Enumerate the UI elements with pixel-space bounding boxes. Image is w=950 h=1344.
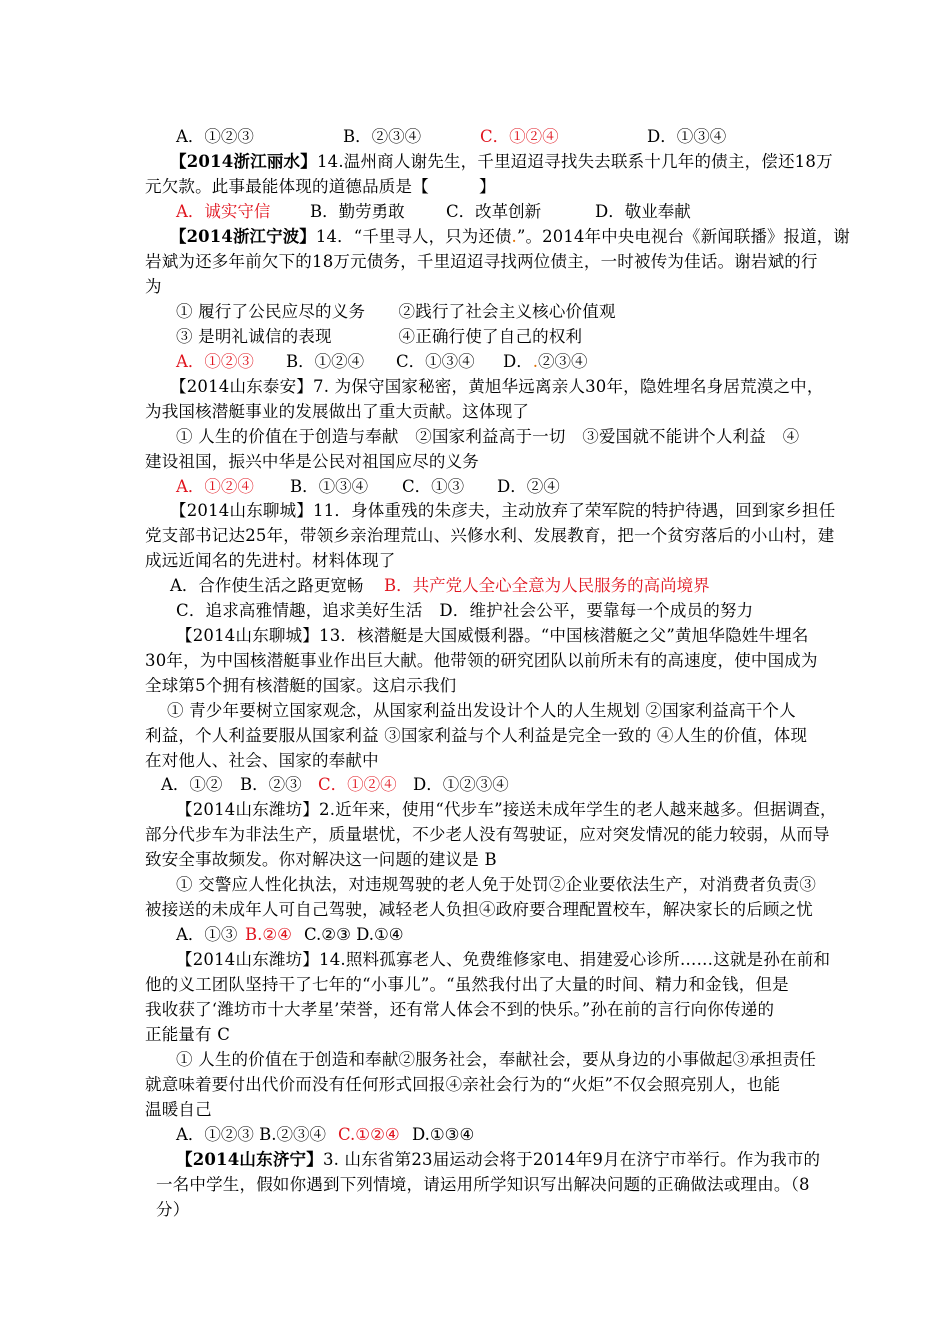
question-line: 党支部书记达25年，带领乡亲治理荒山、兴修水利、发展教育，把一个贫穷落后的小山村，建 <box>145 526 835 545</box>
option-d: D．①③④ <box>647 127 727 146</box>
question-source: 【2014浙江丽水】 <box>170 152 317 171</box>
question-line: 元欠款。此事最能体现的道德品质是【 】 <box>145 177 496 196</box>
question-line: 正能量有 C <box>145 1025 231 1044</box>
question-source: 【2014浙江宁波】 <box>170 227 316 246</box>
option-c: C．①③ <box>402 477 465 496</box>
option-d: D．②④ <box>497 477 560 496</box>
option-a-answer: A．①②④ <box>176 477 254 496</box>
statement-line: ① 履行了公民应尽的义务 ②践行了社会主义核心价值观 <box>176 302 616 321</box>
statement-line: ① 青少年要树立国家观念，从国家利益出发设计个人的人生规划 ②国家利益高干个人 <box>167 701 796 720</box>
option-b-answer: B.②④ <box>245 925 292 944</box>
option-cd: C．追求高雅情趣，追求美好生活 D．维护社会公平，要靠每一个成员的努力 <box>176 601 754 620</box>
question-line: 分） <box>156 1200 190 1219</box>
option-d: D．.②③④ <box>503 352 588 371</box>
question-line: 【2014山东聊城】11．身体重残的朱彦夫，主动放弃了荣军院的特护待遇，回到家乡担任 <box>170 501 836 520</box>
question-source: 【2014山东潍坊】 <box>176 950 319 969</box>
statement-line: 在对他人、社会、国家的奉献中 <box>145 751 379 770</box>
statement-line: 就意味着要付出代价而没有任何形式回报④亲社会行为的“火炬”不仅会照亮别人，也能 <box>145 1075 781 1094</box>
question-line: 致安全事故频发。你对解决这一问题的建议是 B <box>145 850 497 869</box>
statement-line: ① 人生的价值在于创造和奉献②服务社会，奉献社会，要从身边的小事做起③承担责任 <box>176 1050 817 1069</box>
question-line: 【2014山东济宁】3. 山东省第23届运动会将于2014年9月在济宁市举行。作为我市的 <box>176 1150 821 1169</box>
option-a-answer: A．诚实守信 <box>176 202 271 221</box>
question-line: 我收获了‘潍坊市十大孝星’荣誉，还有常人体会不到的快乐。”孙在前的言行向你传递的 <box>145 1000 775 1019</box>
question-line: 【2014山东潍坊】14.照料孤寡老人、免费维修家电、捐建爱心诊所……这就是孙在前和 <box>176 950 831 969</box>
statement-line: 被接送的未成年人可自己驾驶，减轻老人负担④政府要合理配置校车，解决家长的后顾之忧 <box>145 900 813 919</box>
statement-line: 温暖自己 <box>145 1100 212 1119</box>
option-c-answer: C．①②④ <box>318 775 397 794</box>
option-d: D．敬业奉献 <box>595 202 691 221</box>
option-b: B．①③④ <box>290 477 369 496</box>
option-c-answer: C．①②④ <box>480 127 559 146</box>
option-a: A．①②③ <box>176 127 254 146</box>
question-source: 【2014山东泰安】 <box>170 377 313 396</box>
question-source: 【2014山东潍坊】 <box>176 800 319 819</box>
statement-line: ① 人生的价值在于创造与奉献 ②国家利益高于一切 ③爱国就不能讲个人利益 ④ <box>176 427 800 446</box>
statement-line: 建设祖国，振兴中华是公民对祖国应尽的义务 <box>145 452 479 471</box>
question-line: 【2014山东泰安】7. 为保守国家秘密，黄旭华远离亲人30年，隐姓埋名身居荒漠之中， <box>170 377 824 396</box>
option-a-answer: A．①②③ <box>176 352 254 371</box>
question-line: 他的义工团队坚持干了七年的“小事儿”。“虽然我付出了大量的时间、精力和金钱，但是 <box>145 975 789 994</box>
option-b-answer: B．共产党人全心全意为人民服务的高尚境界 <box>384 576 710 595</box>
option-d: D.①③④ <box>412 1125 475 1144</box>
option-a: A．①② <box>161 775 223 794</box>
question-line: 岩斌为还多年前欠下的18万元债务，千里迢迢寻找两位债主，一时被传为佳话。谢岩斌的行 <box>145 252 818 271</box>
option-c: C．改革创新 <box>446 202 542 221</box>
question-source: 【2014山东聊城】 <box>170 501 313 520</box>
question-line: 成远近闻名的先进村。材料体现了 <box>145 551 396 570</box>
question-line: 【2014浙江宁波】14．“千里寻人，只为还债.”。2014年中央电视台《新闻联播》报道，谢 <box>170 227 850 246</box>
statement-line: 利益，个人利益要服从国家利益 ③国家利益与个人利益是完全一致的 ④人生的价值，体现 <box>145 726 808 745</box>
option-b: B．②③④ <box>343 127 422 146</box>
question-line: 为我国核潜艇事业的发展做出了重大贡献。这体现了 <box>145 402 530 421</box>
question-line: 一名中学生，假如你遇到下列情境，请运用所学知识写出解决问题的正确做法或理由。（8 <box>156 1175 810 1194</box>
question-line: 【2014山东聊城】13．核潜艇是大国威慑利器。“中国核潜艇之父”黄旭华隐姓牛埋名 <box>176 626 809 645</box>
question-line: 【2014山东潍坊】2.近年来，使用“代步车”接送未成年学生的老人越来越多。但据调查， <box>176 800 837 819</box>
option-c: C．①③④ <box>396 352 475 371</box>
question-line: 【2014浙江丽水】14.温州商人谢先生，千里迢迢寻找失去联系十几年的债主，偿还18万 <box>170 152 833 171</box>
question-line: 30年，为中国核潜艇事业作出巨大献。他带领的研究团队以前所未有的高速度，使中国成为 <box>145 651 818 670</box>
question-line: 部分代步车为非法生产，质量堪忧，不少老人没有驾驶证，应对突发情况的能力较弱，从而导 <box>145 825 830 844</box>
statement-line: ③ 是明礼诚信的表现 ④正确行使了自己的权利 <box>176 327 583 346</box>
option-b: B．勤劳勇敢 <box>310 202 405 221</box>
question-line: 全球第5个拥有核潜艇的国家。这启示我们 <box>145 676 457 695</box>
option-cd: C.②③ D.①④ <box>304 925 404 944</box>
option-a: A．合作使生活之路更宽畅 <box>170 576 364 595</box>
option-c-answer: C.①②④ <box>338 1125 400 1144</box>
option-b: B．①②④ <box>286 352 365 371</box>
question-source: 【2014山东济宁】 <box>176 1150 323 1169</box>
option-d: D．①②③④ <box>413 775 509 794</box>
question-source: 【2014山东聊城】 <box>176 626 319 645</box>
option-ab: A．①②③ B.②③④ <box>176 1125 327 1144</box>
option-b: B．②③ <box>240 775 302 794</box>
option-a: A．①③ <box>176 925 238 944</box>
statement-line: ① 交警应人性化执法，对违规驾驶的老人免于处罚②企业要依法生产，对消费者负责③ <box>176 875 817 894</box>
question-line: 为 <box>145 277 162 296</box>
